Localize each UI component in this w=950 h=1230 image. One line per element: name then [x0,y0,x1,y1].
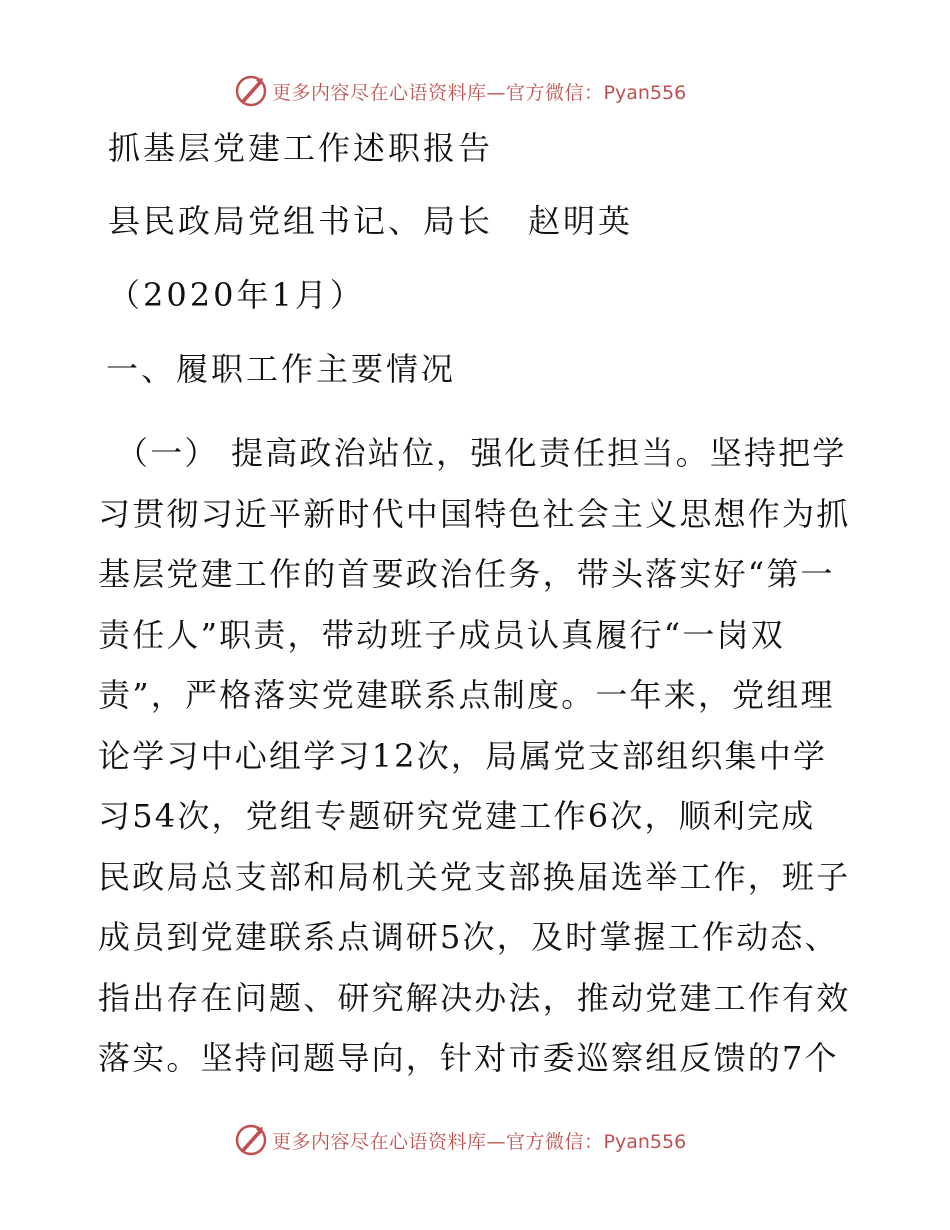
paragraph-line: 习54次，党组专题研究党建工作6次，顺利完成 [98,797,816,835]
paragraph-line: 指出存在问题、研究解决办法，推动党建工作有效 [98,978,851,1017]
paragraph-line: 责任人”职责，带动班子成员认真履行“一岗双 [98,615,785,654]
quill-pen-circle-icon [234,1123,268,1157]
author-line: 县民政局党组书记、局长 赵明英 [108,202,634,240]
document-date: （2020年1月） [108,276,365,314]
paragraph-line: 习贯彻习近平新时代中国特色社会主义思想作为抓 [98,494,851,533]
body-paragraph [98,423,858,1089]
quill-pen-circle-icon [234,74,268,108]
paragraph-line: 基层党建工作的首要政治任务，带头落实好“第一 [98,555,835,593]
paragraph-line: （一） 提高政治站位，强化责任担当。坚持把学 [116,434,847,472]
watermark-text: 更多内容尽在心语资料库—官方微信：Pyan556 [272,1130,687,1153]
paragraph-line: 民政局总支部和局机关党支部换届选举工作，班子 [98,857,851,896]
paragraph-line: 落实。坚持问题导向，针对市委巡察组反馈的7个 [98,1039,839,1077]
footer-watermark [234,1122,686,1158]
watermark-text: 更多内容尽在心语资料库—官方微信：Pyan556 [272,81,687,104]
paragraph-line: 责”，严格落实党建联系点制度。一年来，党组理 [98,676,835,714]
header-watermark [234,73,686,109]
paragraph-line: 论学习中心组学习12次，局属党支部组织集中学 [98,736,828,775]
section-heading: 一、履职工作主要情况 [106,350,457,388]
document-title: 抓基层党建工作述职报告 [108,129,494,167]
paragraph-line: 成员到党建联系点调研5次，及时掌握工作动态、 [98,918,839,956]
